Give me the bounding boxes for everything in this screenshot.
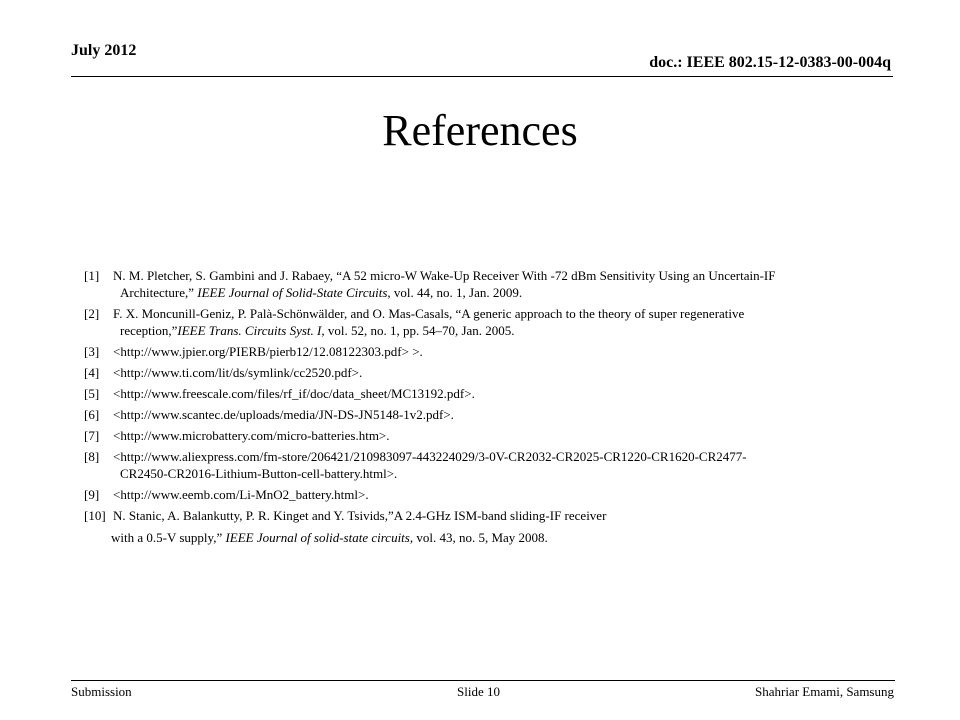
reference-line [113,427,884,444]
reference-line [113,465,884,482]
reference-item [84,507,884,546]
reference-text: Architecture,” [120,285,198,300]
reference-text: N. Stanic, A. Balankutty, P. R. Kinget and Y. Tsivids,”A 2.4-GHz ISM-band sliding-IF receiver [113,508,607,523]
reference-body [84,364,884,381]
reference-journal: IEEE Journal of solid-state circuits, [225,530,414,545]
reference-number: [1] [84,268,100,283]
reference-body [84,343,884,360]
reference-item [84,364,884,381]
footer-submission: Submission [71,684,132,699]
reference-text: <http://www.microbattery.com/micro-batteries.htm>. [113,428,390,443]
reference-line [113,406,884,423]
reference-item [84,343,884,360]
reference-text: <http://www.jpier.org/PIERB/pierb12/12.08122303.pdf> >. [113,344,423,359]
reference-text: reception,” [120,323,178,338]
reference-text: <http://www.scantec.de/uploads/media/JN-DS-JN5148-1v2.pdf>. [113,407,454,422]
reference-text: <http://www.eemb.com/Li-MnO2_battery.html>. [113,487,369,502]
header-date: July 2012 [71,42,137,59]
reference-body [84,448,884,482]
reference-list [84,267,884,550]
reference-body [84,406,884,423]
reference-item [84,267,884,301]
reference-journal: IEEE Journal of Solid-State Circuits [197,285,388,300]
reference-body [84,427,884,444]
reference-text: <http://www.aliexpress.com/fm-store/206421/210983097-443224029/3-0V-CR2032-CR2025-CR1220-CR1620-CR2477- [113,449,747,464]
reference-number: [9] [84,487,100,502]
reference-body [84,305,884,339]
reference-number: [3] [84,344,100,359]
footer-divider [71,680,895,681]
reference-text: <http://www.freescale.com/files/rf_if/doc/data_sheet/MC13192.pdf>. [113,386,475,401]
reference-body [84,385,884,402]
reference-item [84,406,884,423]
reference-text: vol. 43, no. 5, May 2008. [413,530,548,545]
reference-line [113,486,884,503]
footer-author: Shahriar Emami, Samsung [754,684,894,699]
reference-line [113,322,884,339]
reference-text: F. X. Moncunill-Geniz, P. Palà-Schönwälder, and O. Mas-Casals, “A generic approach to the theory of super regenerative [113,306,745,321]
header-divider [71,76,893,77]
reference-body [84,507,884,524]
reference-line [84,529,884,546]
reference-text: , vol. 44, no. 1, Jan. 2009. [387,285,523,300]
reference-line [113,448,884,465]
reference-text: <http://www.ti.com/lit/ds/symlink/cc2520.pdf>. [113,365,363,380]
reference-number: [7] [84,428,100,443]
reference-line [113,343,884,360]
reference-number: [2] [84,306,100,321]
reference-item [84,385,884,402]
reference-number: [10] [84,508,106,523]
reference-number: [4] [84,365,100,380]
reference-text: N. M. Pletcher, S. Gambini and J. Rabaey, “A 52 micro-W Wake-Up Receiver With -72 dBm Sensitivity Using an Uncertain-IF [113,268,776,283]
reference-line [113,364,884,381]
slide-title: References [382,106,578,155]
reference-body [84,267,884,301]
reference-item [84,486,884,503]
reference-body [84,486,884,503]
reference-journal: IEEE Trans. Circuits Syst. I, [177,323,325,338]
reference-item [84,448,884,482]
reference-line [113,507,884,524]
reference-item [84,305,884,339]
reference-number: [6] [84,407,100,422]
reference-line [113,284,884,301]
reference-text: with a 0.5-V supply,” [111,530,226,545]
header-doc-id: doc.: IEEE 802.15-12-0383-00-004q [649,54,891,71]
reference-number: [5] [84,386,100,401]
reference-text: CR2450-CR2016-Lithium-Button-cell-battery.html>. [120,466,398,481]
reference-text: vol. 52, no. 1, pp. 54–70, Jan. 2005. [324,323,515,338]
reference-item [84,427,884,444]
reference-line [113,385,884,402]
reference-line [113,267,884,284]
reference-line [113,305,884,322]
reference-number: [8] [84,449,100,464]
footer-slide-number: Slide 10 [457,684,500,699]
